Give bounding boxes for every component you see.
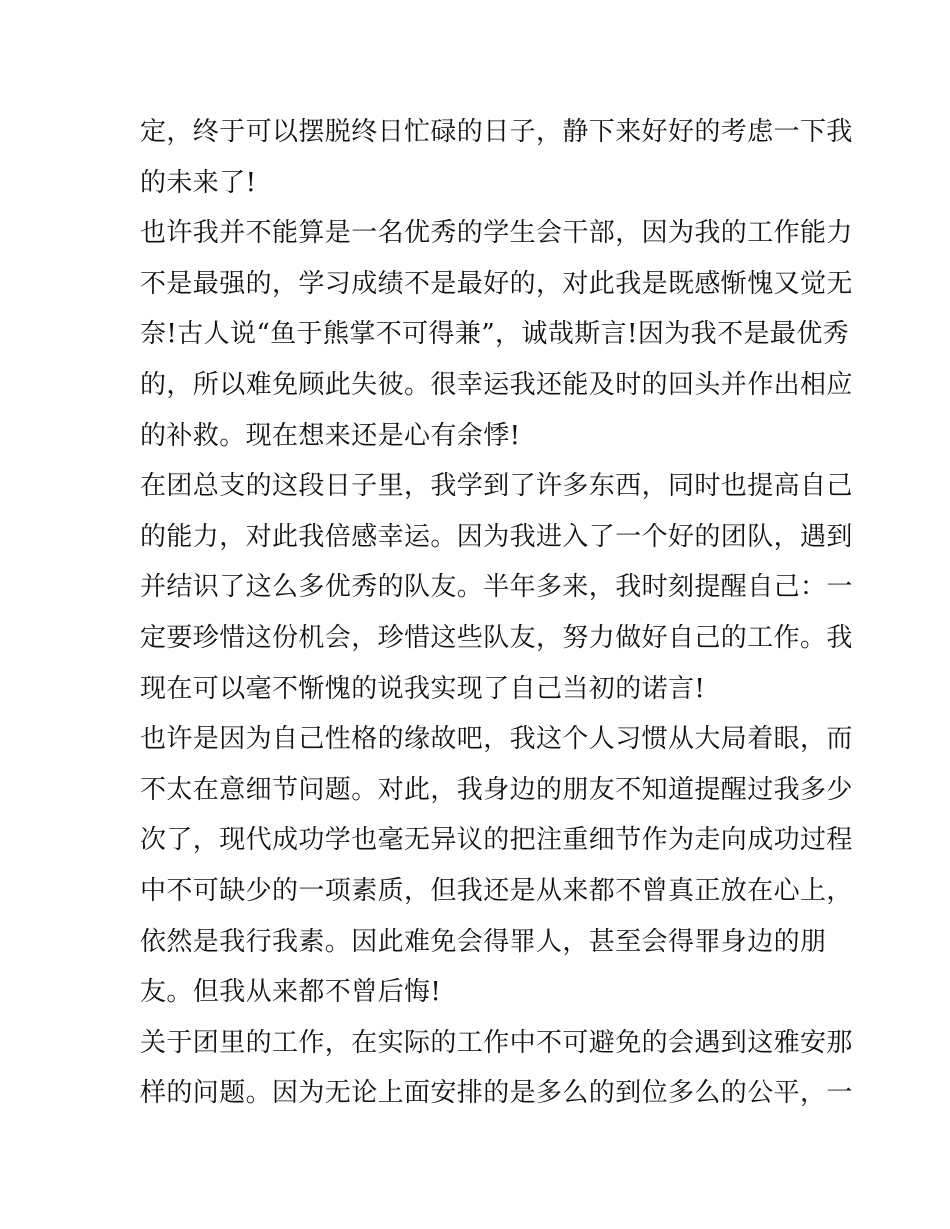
text-line: 不太在意细节问题。对此，我身边的朋友不知道提醒过我多少	[140, 774, 853, 805]
text-line: 依然是我行我素。因此难免会得罪人，甚至会得罪身边的朋	[140, 926, 827, 957]
text-line: 不是最强的，学习成绩不是最好的，对此我是既感惭愧又觉无	[140, 268, 853, 299]
text-line: 并结识了这么多优秀的队友。半年多来，我时刻提醒自己：一	[140, 572, 853, 603]
text-line: 定要珍惜这份机会，珍惜这些队友，努力做好自己的工作。我	[140, 622, 853, 653]
text-line: 中不可缺少的一项素质，但我还是从来都不曾真正放在心上，	[140, 875, 853, 906]
text-line: 的未来了!	[140, 167, 257, 198]
text-line: 也许我并不能算是一名优秀的学生会干部，因为我的工作能力	[140, 218, 853, 249]
text-line: 次了，现代成功学也毫无异议的把注重细节作为走向成功过程	[140, 825, 853, 856]
text-line: 样的问题。因为无论上面安排的是多么的到位多么的公平，一	[140, 1078, 853, 1109]
text-line: 现在可以毫不惭愧的说我实现了自己当初的诺言!	[140, 673, 706, 704]
text-line: 的能力，对此我倍感幸运。因为我进入了一个好的团队，遇到	[140, 521, 853, 552]
body-text	[140, 107, 853, 1119]
text-line: 的补救。现在想来还是心有余悸!	[140, 420, 521, 451]
text-line: 在团总支的这段日子里，我学到了许多东西，同时也提高自己	[140, 471, 853, 502]
text-line: 奈!古人说“鱼于熊掌不可得兼”，诚哉斯言!因为我不是最优秀	[140, 319, 850, 350]
text-line: 友。但我从来都不曾后悔!	[140, 977, 442, 1008]
text-line: 关于团里的工作，在实际的工作中不可避免的会遇到这雅安那	[140, 1027, 853, 1058]
text-line: 的，所以难免顾此失彼。很幸运我还能及时的回头并作出相应	[140, 369, 853, 400]
text-line: 定，终于可以摆脱终日忙碌的日子，静下来好好的考虑一下我	[140, 117, 853, 147]
text-line: 也许是因为自己性格的缘故吧，我这个人习惯从大局着眼，而	[140, 724, 853, 755]
